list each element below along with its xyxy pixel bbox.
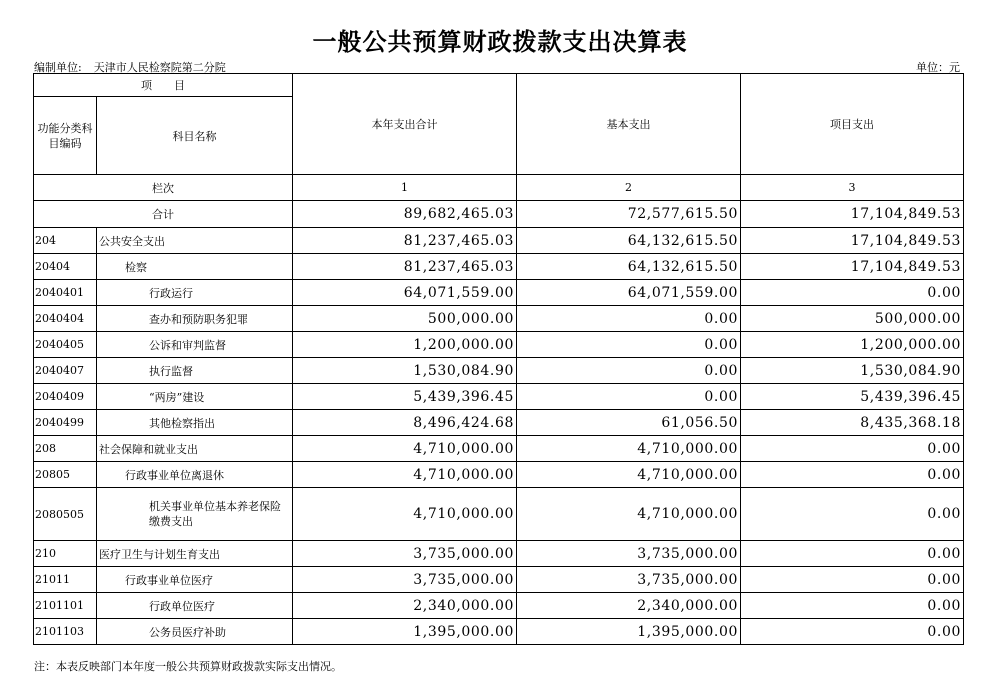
row-total: 1,200,000.00: [293, 332, 517, 358]
total-amount: 89,682,465.03: [293, 201, 517, 228]
row-project: 0.00: [741, 488, 964, 541]
row-project: 500,000.00: [741, 306, 964, 332]
row-basic: 4,710,000.00: [517, 462, 741, 488]
row-subject-name: 行政单位医疗: [97, 593, 293, 619]
table-row: [34, 593, 964, 619]
row-total: 5,439,396.45: [293, 384, 517, 410]
row-project: 1,530,084.90: [741, 358, 964, 384]
table-row: [34, 410, 964, 436]
row-total: 4,710,000.00: [293, 488, 517, 541]
row-project: 17,104,849.53: [741, 228, 964, 254]
footnote: 注：本表反映部门本年度一般公共预算财政拨款实际支出情况。: [34, 660, 342, 673]
row-basic: 64,071,559.00: [517, 280, 741, 306]
row-total: 81,237,465.03: [293, 228, 517, 254]
header-project: 项 目: [34, 74, 293, 97]
table-row: [34, 462, 964, 488]
row-code: 210: [34, 541, 97, 567]
row-code: 2040404: [34, 306, 97, 332]
row-index-3: 3: [741, 175, 964, 201]
row-total: 500,000.00: [293, 306, 517, 332]
header-col-basic: 基本支出: [517, 74, 741, 175]
row-total: 4,710,000.00: [293, 436, 517, 462]
row-subject-name: 检察: [97, 254, 293, 280]
row-total: 8,496,424.68: [293, 410, 517, 436]
row-basic: 0.00: [517, 332, 741, 358]
row-subject-name: 执行监督: [97, 358, 293, 384]
header-func-code: 功能分类科目编码: [34, 97, 97, 175]
row-code: 2040499: [34, 410, 97, 436]
row-code: 20404: [34, 254, 97, 280]
row-subject-name: 行政运行: [97, 280, 293, 306]
expenditure-table: [33, 73, 964, 645]
total-project: 17,104,849.53: [741, 201, 964, 228]
row-basic: 4,710,000.00: [517, 436, 741, 462]
header-subject-name: 科目名称: [97, 97, 293, 175]
row-code: 2101103: [34, 619, 97, 645]
row-subject-name: 行政事业单位离退休: [97, 462, 293, 488]
total-basic: 72,577,615.50: [517, 201, 741, 228]
row-subject-name: 公务员医疗补助: [97, 619, 293, 645]
row-code: 208: [34, 436, 97, 462]
row-project: 8,435,368.18: [741, 410, 964, 436]
row-code: 2040405: [34, 332, 97, 358]
table-row: [34, 280, 964, 306]
row-subject-name: 医疗卫生与计划生育支出: [97, 541, 293, 567]
row-code: 2040409: [34, 384, 97, 410]
row-subject-name: 查办和预防职务犯罪: [97, 306, 293, 332]
row-subject-name: 公诉和审判监督: [97, 332, 293, 358]
row-project: 0.00: [741, 280, 964, 306]
row-project: 1,200,000.00: [741, 332, 964, 358]
row-basic: 3,735,000.00: [517, 567, 741, 593]
row-index-2: 2: [517, 175, 741, 201]
page-title: 一般公共预算财政拨款支出决算表: [312, 27, 688, 56]
row-total: 1,530,084.90: [293, 358, 517, 384]
table-row: [34, 488, 964, 541]
row-index-label: 栏次: [34, 175, 293, 201]
row-project: 0.00: [741, 436, 964, 462]
table-row: [34, 306, 964, 332]
table-row: [34, 332, 964, 358]
currency-unit: 单位：元: [916, 61, 960, 74]
row-total: 2,340,000.00: [293, 593, 517, 619]
row-project: 5,439,396.45: [741, 384, 964, 410]
table-row: [34, 541, 964, 567]
row-total: 64,071,559.00: [293, 280, 517, 306]
row-basic: 0.00: [517, 358, 741, 384]
row-basic: 64,132,615.50: [517, 254, 741, 280]
header-col-project: 项目支出: [741, 74, 964, 175]
row-code: 2080505: [34, 488, 97, 541]
row-basic: 0.00: [517, 306, 741, 332]
row-basic: 61,056.50: [517, 410, 741, 436]
row-basic: 0.00: [517, 384, 741, 410]
row-total: 81,237,465.03: [293, 254, 517, 280]
reporting-unit-label: 编制单位:: [34, 61, 82, 74]
row-code: 2040401: [34, 280, 97, 306]
table-row: [34, 567, 964, 593]
row-subject-name: 社会保障和就业支出: [97, 436, 293, 462]
row-basic: 2,340,000.00: [517, 593, 741, 619]
row-basic: 1,395,000.00: [517, 619, 741, 645]
row-subject-name: 机关事业单位基本养老保险缴费支出: [97, 488, 293, 541]
row-total: 3,735,000.00: [293, 541, 517, 567]
row-project: 0.00: [741, 567, 964, 593]
total-row: [34, 201, 964, 228]
row-subject-name: 公共安全支出: [97, 228, 293, 254]
row-index-1: 1: [293, 175, 517, 201]
table-row: [34, 384, 964, 410]
row-basic: 64,132,615.50: [517, 228, 741, 254]
row-basic: 4,710,000.00: [517, 488, 741, 541]
table-row: [34, 358, 964, 384]
row-total: 1,395,000.00: [293, 619, 517, 645]
row-code: 2101101: [34, 593, 97, 619]
row-subject-name: 行政事业单位医疗: [97, 567, 293, 593]
row-code: 204: [34, 228, 97, 254]
row-project: 0.00: [741, 541, 964, 567]
row-total: 3,735,000.00: [293, 567, 517, 593]
header-col-total: 本年支出合计: [293, 74, 517, 175]
table-row: [34, 254, 964, 280]
total-label: 合计: [34, 201, 293, 228]
table-row: [34, 228, 964, 254]
row-project: 0.00: [741, 619, 964, 645]
row-code: 20805: [34, 462, 97, 488]
table-row: [34, 619, 964, 645]
row-basic: 3,735,000.00: [517, 541, 741, 567]
row-project: 17,104,849.53: [741, 254, 964, 280]
row-subject-name: 其他检察指出: [97, 410, 293, 436]
row-code: 21011: [34, 567, 97, 593]
row-project: 0.00: [741, 462, 964, 488]
table-row: [34, 436, 964, 462]
row-subject-name: “两房”建设: [97, 384, 293, 410]
reporting-unit-name: 天津市人民检察院第二分院: [93, 61, 226, 74]
row-project: 0.00: [741, 593, 964, 619]
row-code: 2040407: [34, 358, 97, 384]
row-total: 4,710,000.00: [293, 462, 517, 488]
